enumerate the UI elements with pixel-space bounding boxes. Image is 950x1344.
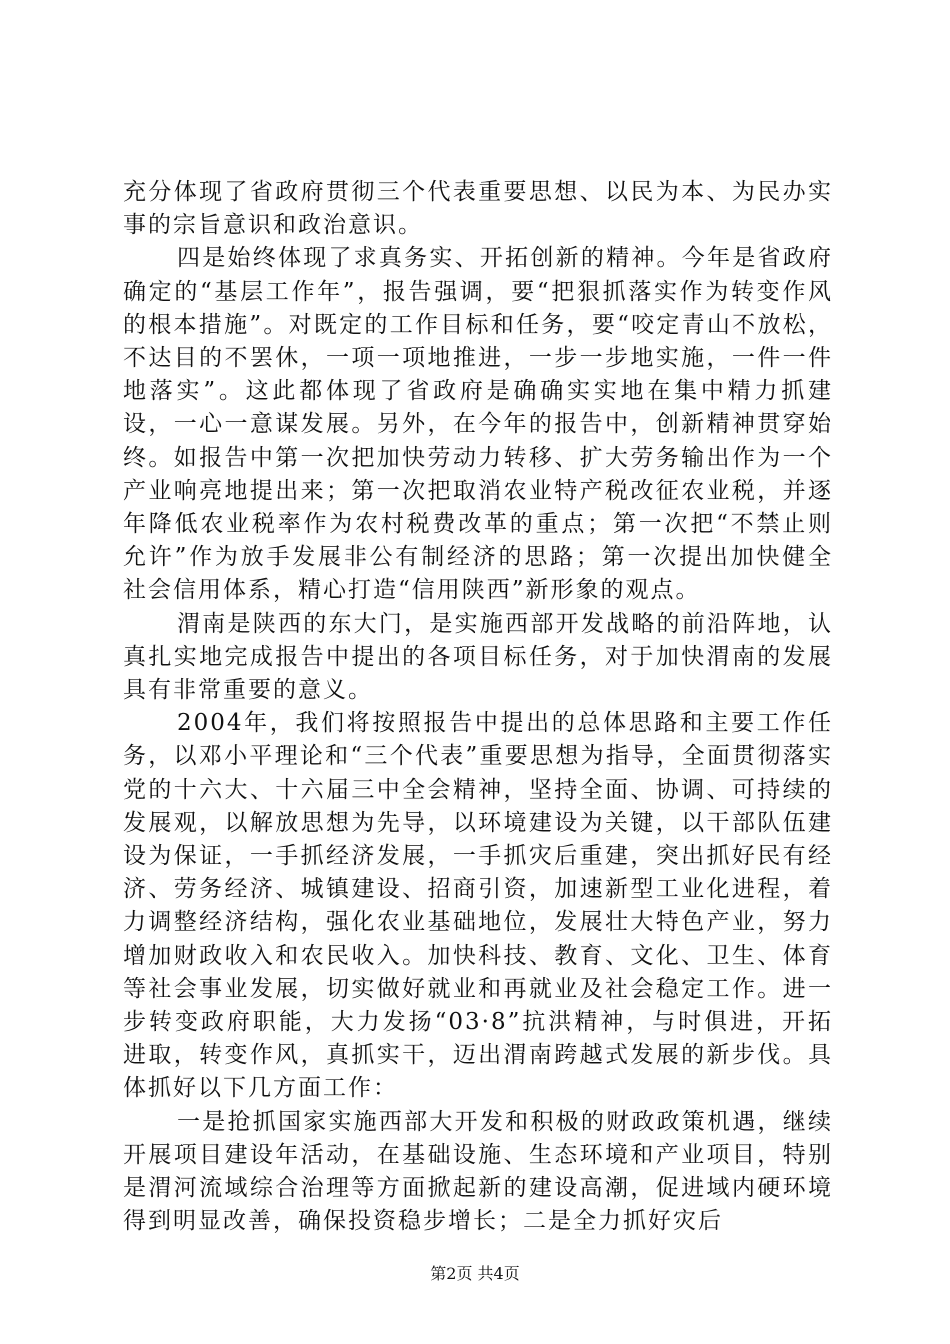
document-body (123, 176, 833, 1239)
paragraph-task-one: 一是抢抓国家实施西部大开发和积极的财政政策机遇，继续开展项目建设年活动，在基础设施、生态环境和产业项目，特别是渭河流域综合治理等方面掀起新的建设高潮，促进域内硬环境得到明显改善，确保投资稳步增长；二是全力抓好灾后 (123, 1108, 833, 1235)
paragraph-2004-plan: 2004年，我们将按照报告中提出的总体思路和主要工作任务，以邓小平理论和“三个代表”重要思想为指导，全面贯彻落实党的十六大、十六届三中全会精神，坚持全面、协调、可持续的发展观，以解放思想为先导，以环境建设为关键，以干部队伍建设为保证，一手抓经济发展，一手抓灾后重建，突出抓好民有经济、劳务经济、城镇建设、招商引资，加速新型工业化进程，着力调整经济结构，强化农业基础地位，发展壮大特色产业，努力增加财政收入和农民收入。加快科技、教育、文化、卫生、体育等社会事业发展，切实做好就业和再就业及社会稳定工作。进一步转变政府职能，大力发扬“03·8”抗洪精神，与时俱进，开拓进取，转变作风，真抓实干，迈出渭南跨越式发展的新步伐。具体抓好以下几方面工作： (123, 710, 833, 1102)
paragraph-weinan-gateway: 渭南是陕西的东大门，是实施西部开发战略的前沿阵地，认真扎实地完成报告中提出的各项目标任务，对于加快渭南的发展具有非常重要的意义。 (123, 610, 833, 704)
paragraph-continuation: 充分体现了省政府贯彻三个代表重要思想、以民为本、为民办实事的宗旨意识和政治意识。 (123, 179, 833, 239)
paragraph-point-four: 四是始终体现了求真务实、开拓创新的精神。今年是省政府确定的“基层工作年”，报告强调，要“把狠抓落实作为转变作风的根本措施”。对既定的工作目标和任务，要“咬定青山不放松，不达目的不罢休，一项一项地推进，一步一步地实施，一件一件地落实”。这此都体现了省政府是确确实实地在集中精力抓建设，一心一意谋发展。另外，在今年的报告中，创新精神贯穿始终。如报告中第一次把加快劳动力转移、扩大劳务输出作为一个产业响亮地提出来；第一次把取消农业特产税改征农业税，并逐年降低农业税率作为农村税费改革的重点；第一次把“不禁止则允许”作为放手发展非公有制经济的思路；第一次提出加快健全社会信用体系，精心打造“信用陕西”新形象的观点。 (123, 245, 833, 604)
page-footer: 第2页 共4页 (430, 1264, 520, 1283)
